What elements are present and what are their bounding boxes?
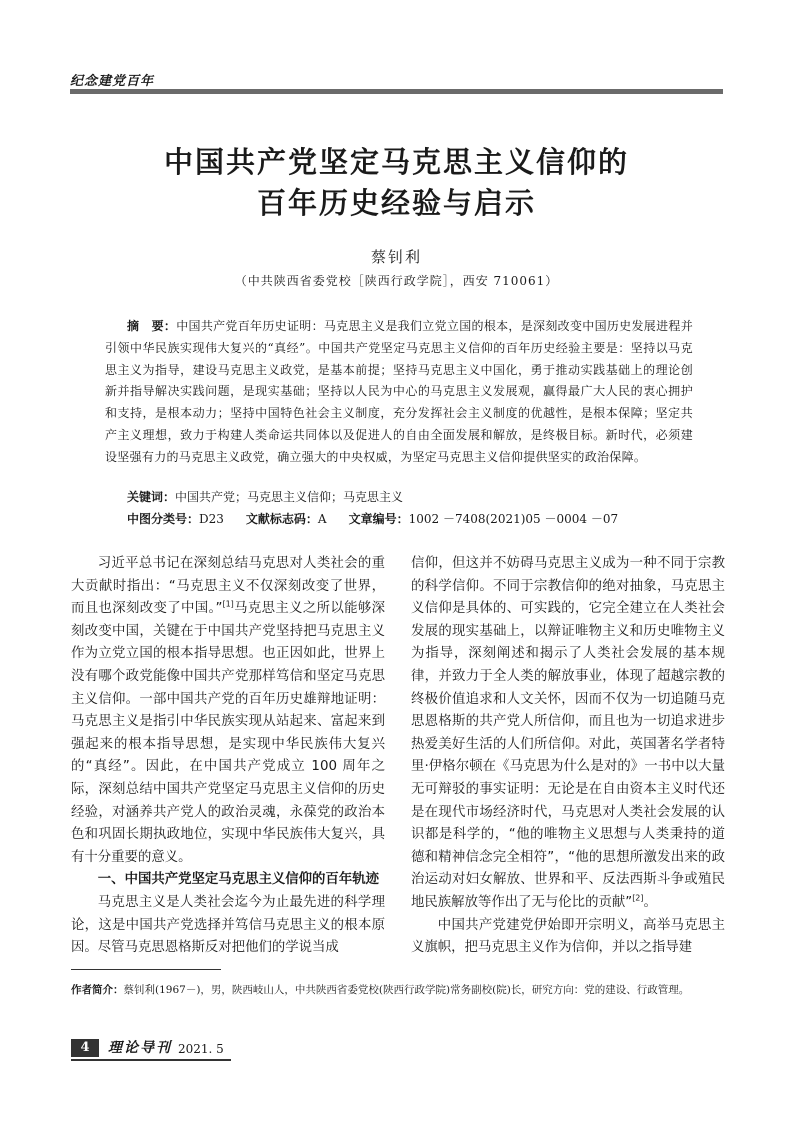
body-paragraph: 马克思主义是人类社会迄今为止最先进的科学理论，这是中国共产党选择并笃信马克思主义的根本原因。尽管马克思恩格斯反对把他们的学说当成 [71,894,385,956]
clc-label: 中图分类号： [127,512,200,526]
classification-line [127,509,687,531]
journal-issue: 2021. 5 [178,1042,224,1056]
header-rule [70,89,723,94]
body-paragraph: 中国共产党建党伊始即开宗明义，高举马克思主义旗帜，把马克思主义作为信仰，并以之指导建 [411,917,725,956]
section-label: 纪念建党百年 [70,74,155,89]
article-number-label: 文章编号： [348,512,409,526]
author-name: 蔡钊利 [370,248,422,266]
keywords-label: 关键词： [127,490,176,504]
paragraph-text: 。 [643,894,657,910]
paragraph-text: 信仰，但这并不妨碍马克思主义成为一种不同于宗教的科学信仰。不同于宗教信仰的绝对抽象，马克思主义信仰是具体的、可实践的，它完全建立在人类社会发展的现实基础上，以辩证唯物主义和历史唯物主义为指导，深刻阐述和揭示了人类社会发展的基本规律，并致力于全人类的解放事业，体现了超越宗教的终极价值追求和人文关怀，因而不仅为一切追随马克思恩格斯的共产党人所信仰，而且也为一切追求进步热爱美好生活的人们所信仰。对此，英国著名学者特里·伊格尔顿在《马克思为什么是对的》一书中以大量无可辩驳的事实证明：无论是在自由资本主义时代还是在现代市场经济时代，马克思对人类社会发展的认识都是科学的，“他的唯物主义思想与人类秉持的道德和精神信念完全相符”，“他的思想所激发出来的政治运动对妇女解放、世界和平、反法西斯斗争或殖民地民族解放等作出了无与伦比的贡献” [411,556,725,910]
paragraph-text: 习近平总书记在深刻总结马克思对人类社会的重大贡献时指出：“马克思主义不仅深刻改变了世界，而且也深刻改变了中国。” [71,556,385,617]
keywords [127,487,403,509]
body-left-column [71,553,385,960]
abstract-label: 摘 要： [127,319,177,333]
body-paragraph [411,553,725,915]
clc-value: D23 [199,512,224,526]
article-number-value: 1002 －7408(2021)05 －0004 －07 [408,512,619,526]
doc-code-label: 文献标志码： [245,512,318,526]
footnote-text: 蔡钊利(1967－)，男，陕西岐山人，中共陕西省委党校(陕西行政学院)常务副校(院)长，研究方向：党的建设、行政管理。 [123,984,690,996]
page-number: 4 [71,1039,99,1057]
citation-ref: [1] [222,599,234,609]
footnote-rule [71,969,221,970]
footnote-label: 作者简介： [71,984,124,996]
doc-code-value: A [317,512,327,526]
author-affiliation: （中共陕西省委党校［陕西行政学院］，西安 710061） [234,274,559,288]
journal-name: 理论导刊 [108,1040,172,1056]
article-title-line2: 百年历史经验与启示 [256,186,536,220]
body-right-column [411,553,725,960]
citation-ref: [2] [632,893,644,903]
article-title-line1: 中国共产党坚定马克思主义信仰的 [163,145,629,179]
paragraph-text: 马克思主义之所以能够深刻改变中国，关键在于中国共产党坚持把马克思主义作为立党立国的根本指导思想。也正因如此，世界上没有哪个政党能像中国共产党那样笃信和坚定马克思主义信仰。一部中国共产党的百年历史雄辩地证明：马克思主义是指引中华民族实现从站起来、富起来到强起来的根本指导思想，是实现中华民族伟大复兴的“真经”。因此，在中国共产党成立 100 周年之际，深刻总结中国共产党坚定马克思主义信仰的历史经验，对涵养共产党人的政治灵魂，永葆党的政治本色和巩固长期执政地位，实现中华民族伟大复兴，具有十分重要的意义。 [71,601,385,865]
body-paragraph [71,553,385,869]
keywords-text: 中国共产党；马克思主义信仰；马克思主义 [175,490,404,504]
abstract-text: 中国共产党百年历史证明：马克思主义是我们立党立国的根本，是深刻改变中国历史发展进程并引领中华民族实现伟大复兴的“真经”。中国共产党坚定马克思主义信仰的百年历史经验主要是：坚持以马克思主义为指导，建设马克思主义政党，是基本前提；坚持马克思主义中国化，勇于推动实践基础上的理论创新并指导解决实践问题，是现实基础；坚持以人民为中心的马克思主义发展观，赢得最广大人民的衷心拥护和支持，是根本动力；坚持中国特色社会主义制度，充分发挥社会主义制度的优越性，是根本保障；坚定共产主义理想，致力于构建人类命运共同体以及促进人的自由全面发展和解放，是终极目标。新时代，必须建设坚强有力的马克思主义政党，确立强大的中央权威，为坚定马克思主义信仰提供坚实的政治保障。 [105,319,693,464]
author-footnote [71,981,723,1000]
footer-rule [71,1059,231,1061]
section-heading: 一、中国共产党坚定马克思主义信仰的百年轨迹 [97,872,379,888]
abstract [105,316,693,469]
